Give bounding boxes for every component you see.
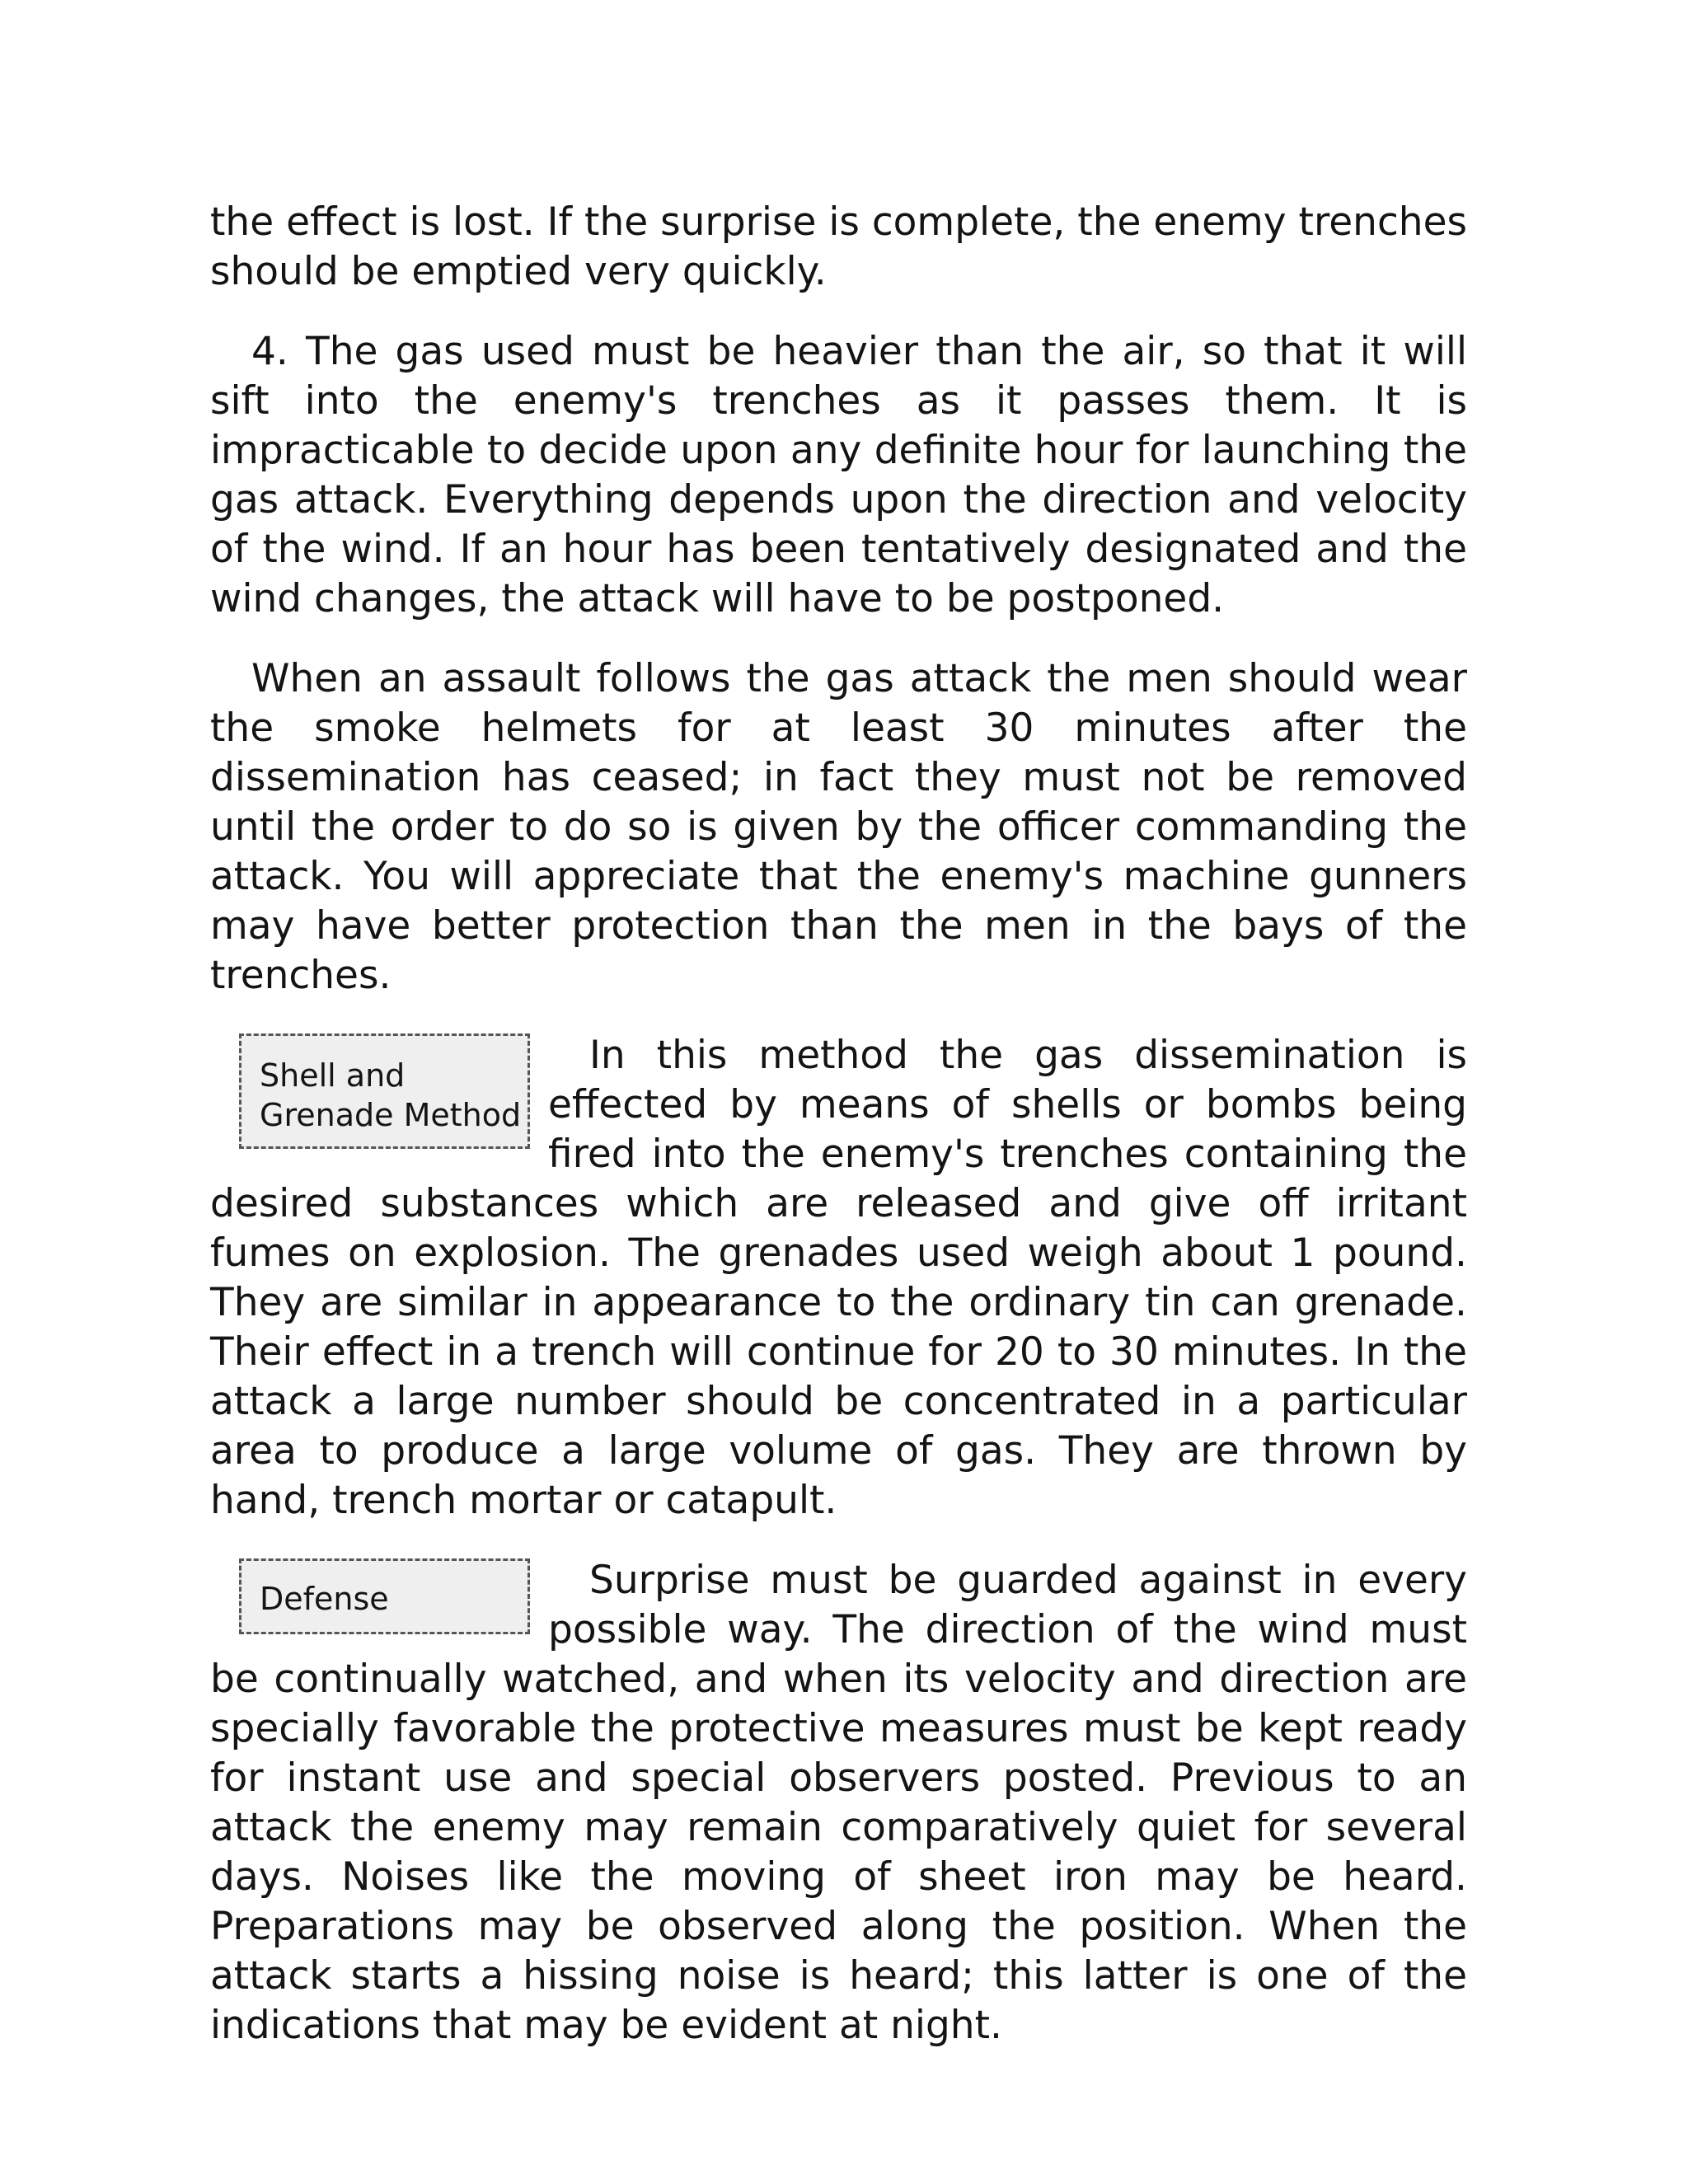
section-defense [210, 1556, 1467, 2050]
section-body-shell-grenade: In this method the gas dissemination is effected by means of shells or bombs being fired into the enemy's trenches containing the desired substances which are released and give off irritant fumes on explosion. The grenades used weigh about 1 pound. They are similar in appearance to the ordinary tin can grenade. Their effect in a trench will continue for 20 to 30 minutes. In the attack a large number should be concentrated in a particular area to produce a large volume of gas. They are thrown by hand, trench mortar or catapult. [210, 1033, 1467, 1523]
section-shell-grenade-method [210, 1031, 1467, 1526]
section-body-defense: Surprise must be guarded against in every possible way. The direction of the wind must be continually watched, and when its velocity and direction are specially favorable the protective measures must be kept ready for instant use and special observers posted. Previous to an attack the enemy may remain comparatively quiet for several days. Noises like the moving of sheet iron may be heard. Preparations may be observed along the position. When the attack starts a hissing noise is heard; this latter is one of the indications that may be evident at night. [210, 1558, 1467, 2048]
document-page [210, 198, 1467, 2081]
side-label-defense: Defense [239, 1558, 530, 1634]
paragraph-assault-smoke-helmets: When an assault follows the gas attack the men should wear the smoke helmets for at least 30 minutes after the dissemination has ceased; in fact they must not be removed until the order to do so is given by the officer commanding the attack. You will appreciate that the enemy's machine gunners may have better protection than the men in the bays of the trenches. [210, 656, 1467, 998]
side-label-shell-grenade-method: Shell and Grenade Method [239, 1033, 530, 1149]
paragraph-gas-heavier-than-air: 4. The gas used must be heavier than the air, so that it will sift into the enemy's trenches as it passes them. It is impracticable to decide upon any definite hour for launching the gas attack. Everything depends upon the direction and velocity of the wind. If an hour has been tentatively designated and the wind changes, the attack will have to be postponed. [210, 329, 1467, 621]
paragraph-continuation: the effect is lost. If the surprise is complete, the enemy trenches should be emptied very quickly. [210, 199, 1467, 294]
